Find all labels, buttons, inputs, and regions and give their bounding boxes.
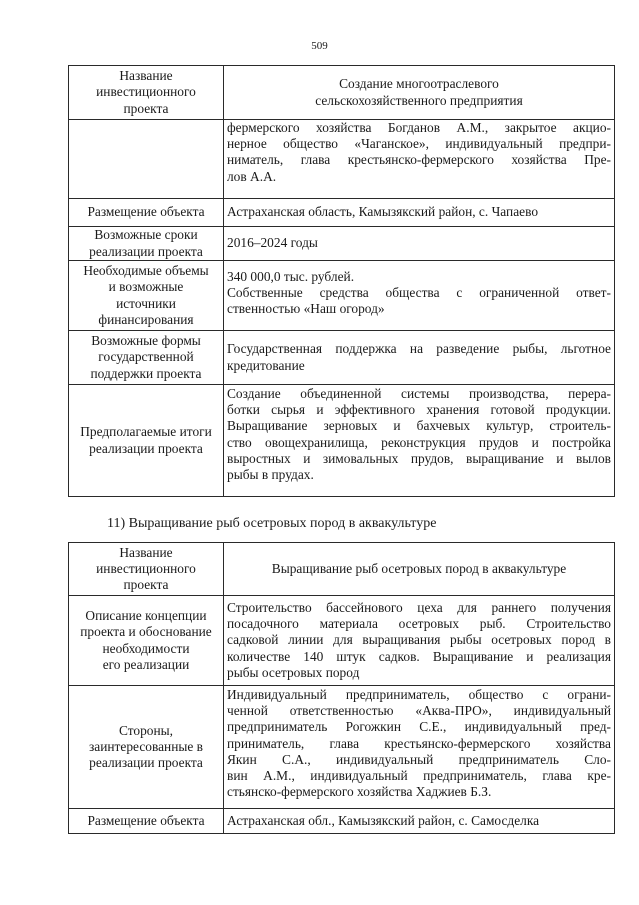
row-label-line: реализации проекта bbox=[89, 440, 203, 456]
value-line: Собственные средства общества с ограниченной ответ- bbox=[227, 285, 611, 301]
row-value-cell bbox=[224, 809, 615, 834]
section-heading: 11) Выращивание рыб осетровых пород в аквакультуре bbox=[107, 516, 437, 531]
row-label-line: поддержки проекта bbox=[90, 365, 202, 381]
value-line: Индивидуальный предприниматель, общество с ограни- bbox=[227, 687, 611, 702]
row-label-cell bbox=[69, 261, 224, 331]
value-line: садковой линии для выращивания рыбы осетровых пород в bbox=[227, 632, 611, 648]
header-label-line: Название bbox=[119, 68, 173, 84]
row-value-cell bbox=[224, 199, 615, 227]
row-label-cell bbox=[69, 120, 224, 199]
row-label-cell bbox=[69, 686, 224, 809]
header-label-line: инвестиционного bbox=[96, 84, 196, 100]
table-row-timeline bbox=[69, 227, 615, 261]
row-label-line: проекта и обоснование bbox=[80, 624, 212, 640]
header-label-line: проекта bbox=[123, 577, 169, 593]
value-line: кредитование bbox=[227, 357, 305, 373]
table-row-concept bbox=[69, 596, 615, 686]
value-line: Якин С.А., индивидуальный предприниматель Сло- bbox=[227, 751, 611, 767]
value-line: рыбы осетровых пород bbox=[227, 664, 360, 680]
row-label-cell bbox=[69, 199, 224, 227]
row-label-cell bbox=[69, 331, 224, 385]
row-label-line: государственной bbox=[98, 349, 194, 365]
table-header-row bbox=[69, 66, 615, 120]
value-line: Выращивание зерновых и бахчевых культур, строитель- bbox=[227, 418, 611, 434]
value-line: фермерского хозяйства Богданов А.М., закрытое акцио- bbox=[227, 120, 611, 135]
row-label-line: Предполагаемые итоги bbox=[80, 424, 212, 440]
project-table-2 bbox=[68, 542, 615, 834]
value-line: Строительство бассейнового цеха для раннего получения bbox=[227, 600, 611, 615]
row-label-line: Возможные формы bbox=[91, 333, 201, 349]
header-value-line: Создание многоотраслевого bbox=[339, 76, 499, 92]
row-value-cell bbox=[224, 331, 615, 385]
table-row-stakeholders bbox=[69, 686, 615, 809]
table-header-row bbox=[69, 543, 615, 596]
header-label-line: Название bbox=[119, 544, 173, 560]
value-line: нерное общество «Чаганское», индивидуальный предпри- bbox=[227, 136, 611, 152]
row-label-line: Размещение объекта bbox=[87, 204, 205, 220]
row-label-line: Необходимые объемы bbox=[83, 263, 209, 279]
row-label-cell bbox=[69, 385, 224, 497]
row-label-line: Возможные сроки bbox=[94, 227, 198, 243]
row-label-line: необходимости bbox=[102, 640, 190, 656]
table-row-financing bbox=[69, 261, 615, 331]
value-line: предприниматель Рогожкин С.Е., индивидуальный пред- bbox=[227, 719, 611, 735]
row-value-cell bbox=[224, 596, 615, 686]
value-line: 340 000,0 тыс. рублей. bbox=[227, 269, 355, 284]
header-label-line: проекта bbox=[123, 100, 169, 116]
value-line: ботки сырья и эффективного хранения готовой продукции. bbox=[227, 402, 611, 418]
row-label-line: реализации проекта bbox=[89, 243, 203, 259]
value-line: ченной ответственностью «Аква-ПРО», индивидуальный bbox=[227, 703, 611, 719]
table-row-support bbox=[69, 331, 615, 385]
value-line: стьянско-фермерского хозяйства Хаджиев Б.З. bbox=[227, 784, 492, 800]
row-label-line: его реализации bbox=[102, 656, 190, 672]
value-line: вин А.М., индивидуальный предприниматель, глава кре- bbox=[227, 768, 611, 784]
row-label-line: Описание концепции bbox=[85, 608, 207, 624]
value-line: ниматель, глава крестьянско-фермерского хозяйства Пре- bbox=[227, 152, 611, 168]
row-value-cell bbox=[224, 227, 615, 261]
value-line: лов А.А. bbox=[227, 168, 277, 184]
row-label-line: Размещение объекта bbox=[87, 812, 205, 828]
value-line: Астраханская обл., Камызякский район, с. Самосделка bbox=[227, 812, 540, 828]
row-label-line: реализации проекта bbox=[89, 755, 203, 771]
value-line: ственностью «Наш огород» bbox=[227, 301, 385, 317]
table-row-location bbox=[69, 809, 615, 834]
row-value-cell bbox=[224, 120, 615, 199]
row-value-cell bbox=[224, 385, 615, 497]
value-line: ство овощехранилища, реконструкция прудов и постройка bbox=[227, 434, 611, 450]
row-value-cell bbox=[224, 261, 615, 331]
page-number: 509 bbox=[311, 40, 328, 52]
row-label-cell bbox=[69, 227, 224, 261]
project-table-1 bbox=[68, 65, 615, 497]
header-value-cell bbox=[224, 543, 615, 596]
header-value-line: Выращивание рыб осетровых пород в аквакультуре bbox=[271, 560, 567, 576]
value-line: Создание объединенной системы производства, перера- bbox=[227, 386, 611, 401]
value-line: Астраханская область, Камызякский район, с. Чапаево bbox=[227, 204, 539, 220]
row-label-line: заинтересованные в bbox=[88, 738, 203, 754]
value-line: Государственная поддержка на разведение рыбы, льготное bbox=[227, 341, 611, 357]
row-label-line: Стороны, bbox=[118, 722, 174, 738]
row-value-cell bbox=[224, 686, 615, 809]
value-line: 2016–2024 годы bbox=[227, 235, 318, 251]
header-value-line: сельскохозяйственного предприятия bbox=[315, 92, 523, 108]
table-row-expected-results bbox=[69, 385, 615, 497]
row-label-line: и возможные bbox=[108, 279, 184, 295]
row-label-cell bbox=[69, 596, 224, 686]
value-line: посадочного материала осетровых рыб. Строительство bbox=[227, 616, 611, 632]
row-label-cell bbox=[69, 809, 224, 834]
header-value-cell bbox=[224, 66, 615, 120]
table-row-location bbox=[69, 199, 615, 227]
value-line: количестве 140 штук садков. Выращивание и реализация bbox=[227, 648, 611, 664]
value-line: приниматель, глава крестьянско-фермерского хозяйства bbox=[227, 735, 611, 751]
table-row-continuation bbox=[69, 120, 615, 199]
row-label-line: финансирования bbox=[98, 311, 194, 327]
header-label-cell bbox=[69, 543, 224, 596]
value-line: выростных и зимовальных прудов, выращивание и вылов bbox=[227, 450, 611, 466]
row-label-line: источники bbox=[116, 295, 176, 311]
value-line: рыбы в прудах. bbox=[227, 467, 314, 483]
header-label-line: инвестиционного bbox=[96, 560, 196, 576]
header-label-cell bbox=[69, 66, 224, 120]
